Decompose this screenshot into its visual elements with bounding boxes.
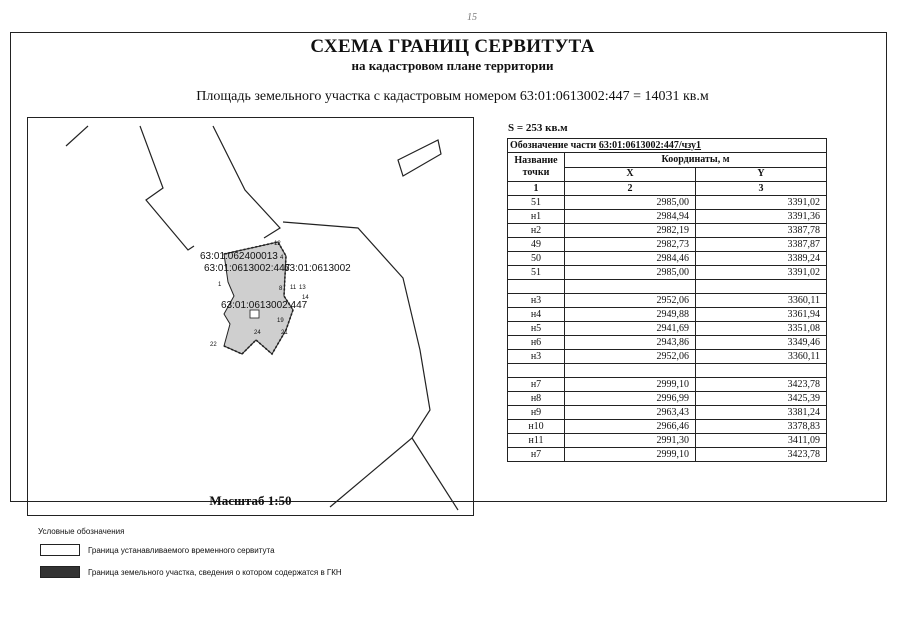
point-label: 13 [299, 285, 306, 291]
point-name-cell: 51 [508, 196, 565, 210]
y-coordinate-cell: 3391,02 [695, 266, 826, 280]
point-label: 24 [254, 330, 261, 336]
coordinate-row [508, 266, 827, 280]
y-coordinate-cell: 3423,78 [695, 378, 826, 392]
coordinate-row [508, 336, 827, 350]
y-coordinate-cell: 3389,24 [695, 252, 826, 266]
part-designation-cell [508, 139, 827, 153]
y-coordinate-cell: 3387,87 [695, 238, 826, 252]
point-name-cell: н8 [508, 392, 565, 406]
map-scale: Масштаб 1:50 [209, 493, 292, 508]
x-coordinate-cell: 2991,30 [565, 434, 696, 448]
x-coordinate-cell: 2941,69 [565, 322, 696, 336]
point-label: 4 [280, 255, 284, 261]
point-name-cell: н7 [508, 378, 565, 392]
map-label-4: 63:01:0613002:447 [221, 300, 308, 311]
legend-title: Условные обозначения [38, 527, 125, 536]
x-coordinate-cell: 2985,00 [565, 266, 696, 280]
point-name-cell: н3 [508, 294, 565, 308]
x-coordinate-cell: 2952,06 [565, 350, 696, 364]
boundary-line-upper-left [140, 126, 194, 250]
point-label: 22 [210, 342, 217, 348]
point-label: 8 [279, 286, 283, 292]
coordinate-row [508, 420, 827, 434]
point-name-cell: 50 [508, 252, 565, 266]
point-label: 11 [290, 285, 297, 291]
x-coordinate-cell: 2996,99 [565, 392, 696, 406]
y-coordinate-cell: 3425,39 [695, 392, 826, 406]
coordinate-row [508, 350, 827, 364]
document-subtitle: на кадастровом плане территории [351, 58, 554, 73]
point-name-cell: 51 [508, 266, 565, 280]
x-coordinate-cell: 2984,46 [565, 252, 696, 266]
point-name-header: Название точки [508, 153, 565, 182]
coordinates-table [507, 138, 827, 462]
coordinate-row [508, 448, 827, 462]
servitude-area: S = 253 кв.м [508, 122, 568, 134]
y-coordinate-cell: 3349,46 [695, 336, 826, 350]
coordinate-row [508, 238, 827, 252]
y-coordinate-cell: 3391,02 [695, 196, 826, 210]
coordinates-header: Координаты, м [565, 153, 827, 168]
point-name-cell: н9 [508, 406, 565, 420]
point-name-cell: н3 [508, 350, 565, 364]
part-label: Обозначение части [510, 139, 597, 151]
header-row [508, 153, 827, 168]
point-name-cell: н5 [508, 322, 565, 336]
cadastral-map [27, 117, 474, 516]
y-coordinate-cell: 3387,78 [695, 224, 826, 238]
point-name-cell: н4 [508, 308, 565, 322]
building-outline [398, 140, 441, 176]
boundary-line-upper-mid [213, 126, 280, 238]
legend-text-gkn-parcel: Граница земельного участка, сведения о котором содержатся в ГКН [88, 568, 342, 577]
x-coordinate-cell: 2982,19 [565, 224, 696, 238]
x-coordinate-cell: 2949,88 [565, 308, 696, 322]
coordinate-row [508, 406, 827, 420]
x-coordinate-cell: 2952,06 [565, 294, 696, 308]
x-coordinate-cell: 2966,46 [565, 420, 696, 434]
cadastral-map-drawing [28, 118, 474, 516]
coordinate-row [508, 308, 827, 322]
coordinate-row [508, 294, 827, 308]
point-name-cell: н10 [508, 420, 565, 434]
point-name-cell: н11 [508, 434, 565, 448]
column-number: 2 [565, 182, 696, 196]
point-label: 12 [274, 241, 281, 247]
y-coordinate-cell: 3411,09 [695, 434, 826, 448]
map-label-1: 63:01:062400013 [200, 251, 278, 262]
column-number: 1 [508, 182, 565, 196]
part-code: 63:01:0613002:447/чзу1 [598, 139, 702, 151]
x-coordinate-cell: 2985,00 [565, 196, 696, 210]
x-coordinate-cell: 2999,10 [565, 448, 696, 462]
coordinate-row [508, 434, 827, 448]
group-separator-row [508, 364, 827, 378]
legend-swatch-servitude [40, 544, 80, 556]
point-name-cell: н1 [508, 210, 565, 224]
point-name-cell: н2 [508, 224, 565, 238]
y-coordinate-cell: 3360,11 [695, 294, 826, 308]
y-coordinate-cell: 3378,83 [695, 420, 826, 434]
x-coordinate-cell: 2943,86 [565, 336, 696, 350]
servitude-part-marker [250, 310, 259, 318]
column-number: 3 [695, 182, 826, 196]
y-coordinate-cell: 3351,08 [695, 322, 826, 336]
point-label: 19 [277, 318, 284, 324]
point-name-cell: н7 [508, 448, 565, 462]
y-coordinate-cell: 3361,94 [695, 308, 826, 322]
page-number: 15 [467, 12, 477, 23]
y-coordinate-cell: 3391,36 [695, 210, 826, 224]
x-header: X [565, 167, 696, 182]
part-designation-row [508, 139, 827, 153]
coordinate-row [508, 252, 827, 266]
legend-text-servitude: Граница устанавливаемого временного сервитута [88, 546, 275, 555]
document-title: СХЕМА ГРАНИЦ СЕРВИТУТА [310, 36, 595, 57]
x-coordinate-cell: 2963,43 [565, 406, 696, 420]
point-label: 21 [281, 330, 288, 336]
y-coordinate-cell: 3381,24 [695, 406, 826, 420]
column-number-row [508, 182, 827, 196]
legend-swatch-gkn-parcel [40, 566, 80, 578]
coordinate-row [508, 224, 827, 238]
y-coordinate-cell: 3423,78 [695, 448, 826, 462]
x-coordinate-cell: 2982,73 [565, 238, 696, 252]
point-name-cell: н6 [508, 336, 565, 350]
x-coordinate-cell: 2999,10 [565, 378, 696, 392]
point-label: 14 [302, 295, 309, 301]
map-label-2: 63:01:0613002:447 [204, 263, 291, 274]
coordinate-row [508, 322, 827, 336]
point-label: 1 [218, 282, 222, 288]
coordinate-row [508, 378, 827, 392]
map-label-3: 63:01:0613002 [284, 263, 351, 274]
y-coordinate-cell: 3360,11 [695, 350, 826, 364]
parcel-area-line: Площадь земельного участка с кадастровым номером 63:01:0613002:447 = 14031 кв.м [196, 89, 709, 104]
boundary-line-diagonal [66, 126, 88, 146]
group-separator-row [508, 280, 827, 294]
point-name-cell: 49 [508, 238, 565, 252]
coordinate-row [508, 196, 827, 210]
coordinate-row [508, 392, 827, 406]
y-header: Y [695, 167, 826, 182]
x-coordinate-cell: 2984,94 [565, 210, 696, 224]
coordinate-row [508, 210, 827, 224]
